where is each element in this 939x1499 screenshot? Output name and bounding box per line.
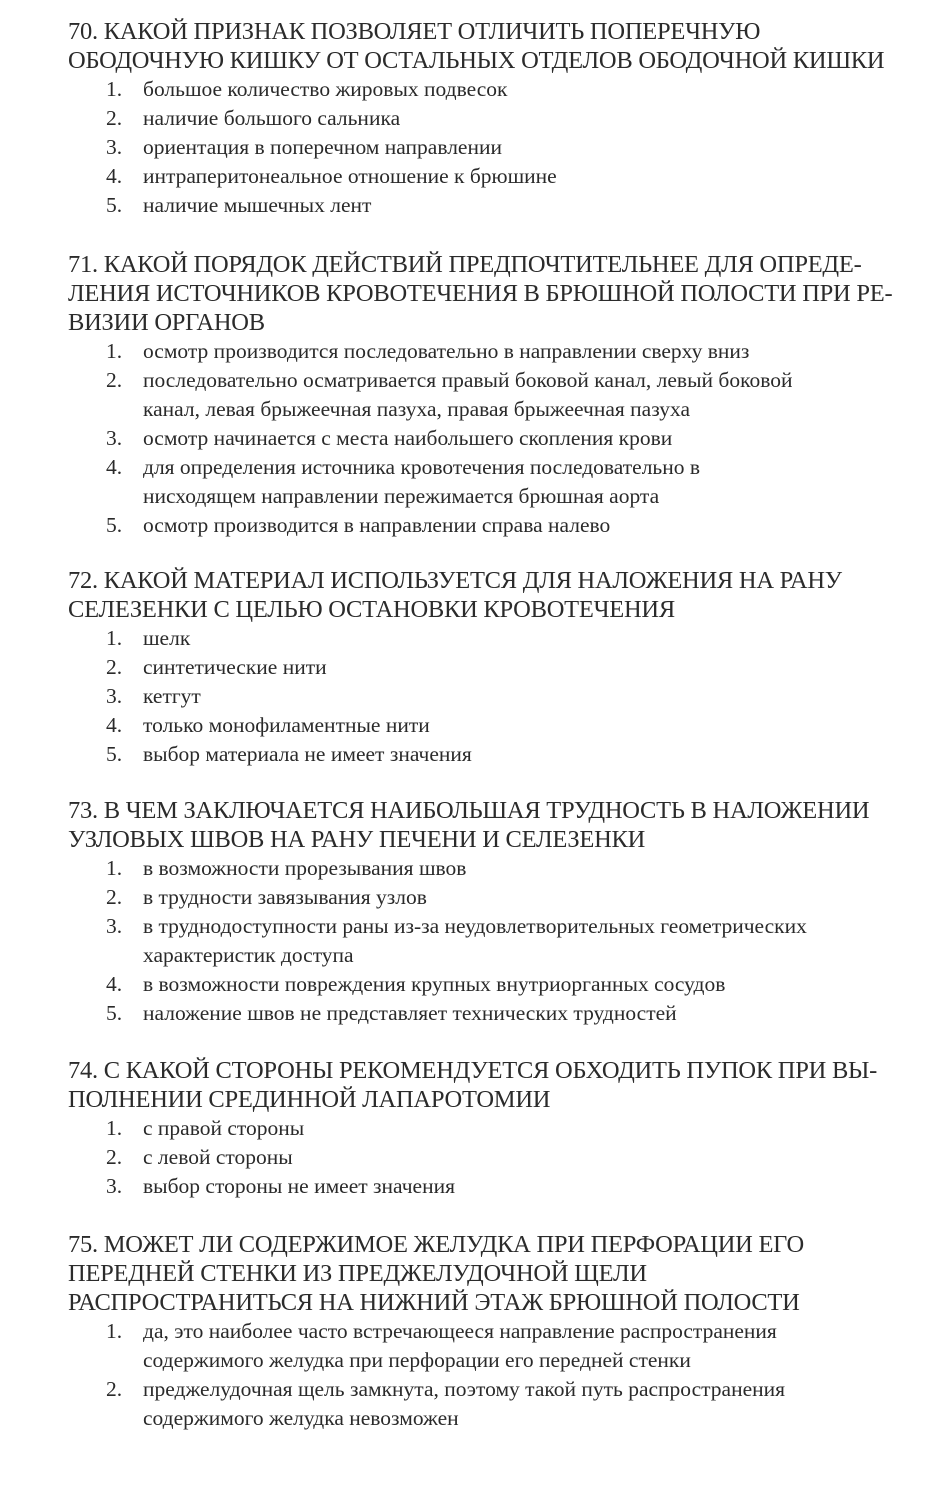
question-title-line: ОБОДОЧНУЮ КИШКУ ОТ ОСТАЛЬНЫХ ОТДЕЛОВ ОБОДОЧНОЙ КИШКИ — [68, 47, 885, 74]
answer-text: последовательно осматривается правый боковой канал, левый боковой — [143, 368, 793, 392]
answer-item — [68, 133, 934, 162]
answer-text: преджелудочная щель замкнута, поэтому такой путь распространения — [143, 1377, 786, 1401]
answer-text: нисходящем направлении пережимается брюшная аорта — [143, 484, 660, 508]
answer-number: 3. — [106, 426, 123, 450]
answer-item — [68, 624, 934, 653]
answer-item — [68, 1317, 934, 1375]
answer-item — [68, 912, 934, 970]
answer-text: содержимого желудка невозможен — [143, 1406, 459, 1430]
answer-number: 1. — [106, 339, 123, 363]
question-71 — [68, 250, 934, 540]
answer-text: канал, левая брыжеечная пазуха, правая брыжеечная пазуха — [143, 397, 691, 421]
answer-text: наличие большого сальника — [143, 106, 401, 130]
answer-list — [68, 337, 934, 540]
question-title-line: 70. КАКОЙ ПРИЗНАК ПОЗВОЛЯЕТ ОТЛИЧИТЬ ПОПЕРЕЧНУЮ — [68, 18, 761, 45]
answer-text: в трудности завязывания узлов — [143, 885, 427, 909]
answer-list — [68, 624, 934, 769]
answer-text: в возможности повреждения крупных внутриорганных сосудов — [143, 972, 726, 996]
question-title-line: РАСПРОСТРАНИТЬСЯ НА НИЖНИЙ ЭТАЖ БРЮШНОЙ ПОЛОСТИ — [68, 1289, 800, 1316]
answer-item — [68, 162, 934, 191]
question-75 — [68, 1230, 934, 1433]
question-title — [68, 250, 934, 337]
answer-text: содержимого желудка при перфорации его передней стенки — [143, 1348, 691, 1372]
answer-text: наличие мышечных лент — [143, 193, 372, 217]
answer-item — [68, 1375, 934, 1433]
answer-text: осмотр производится последовательно в направлении сверху вниз — [143, 339, 750, 363]
question-title-line: УЗЛОВЫХ ШВОВ НА РАНУ ПЕЧЕНИ И СЕЛЕЗЕНКИ — [68, 826, 646, 853]
question-73 — [68, 796, 934, 1028]
answer-text: выбор материала не имеет значения — [143, 742, 472, 766]
question-title-line: 73. В ЧЕМ ЗАКЛЮЧАЕТСЯ НАИБОЛЬШАЯ ТРУДНОСТЬ В НАЛОЖЕНИИ — [68, 797, 870, 824]
answer-item — [68, 854, 934, 883]
answer-text: интраперитонеальное отношение к брюшине — [143, 164, 557, 188]
question-title-line: ПЕРЕДНЕЙ СТЕНКИ ИЗ ПРЕДЖЕЛУДОЧНОЙ ЩЕЛИ — [68, 1260, 647, 1287]
answer-list — [68, 854, 934, 1028]
answer-number: 5. — [106, 193, 123, 217]
answer-number: 3. — [106, 684, 123, 708]
answer-item — [68, 1143, 934, 1172]
answer-text: в возможности прорезывания швов — [143, 856, 467, 880]
answer-text: ориентация в поперечном направлении — [143, 135, 502, 159]
answer-item — [68, 191, 934, 220]
answer-item — [68, 511, 934, 540]
answer-number: 1. — [106, 1116, 123, 1140]
answer-text: с правой стороны — [143, 1116, 305, 1140]
answer-number: 2. — [106, 1145, 123, 1169]
answer-list — [68, 75, 934, 220]
answer-item — [68, 740, 934, 769]
question-74 — [68, 1056, 934, 1201]
answer-number: 3. — [106, 914, 123, 938]
answer-list — [68, 1317, 934, 1433]
answer-text: осмотр начинается с места наибольшего скопления крови — [143, 426, 673, 450]
answer-number: 2. — [106, 106, 123, 130]
answer-item — [68, 711, 934, 740]
question-title — [68, 17, 934, 75]
answer-item — [68, 453, 934, 511]
question-title-line: 74. С КАКОЙ СТОРОНЫ РЕКОМЕНДУЕТСЯ ОБХОДИТЬ ПУПОК ПРИ ВЫ- — [68, 1057, 878, 1084]
answer-text: кетгут — [143, 684, 201, 708]
answer-number: 1. — [106, 1319, 123, 1343]
answer-number: 3. — [106, 135, 123, 159]
answer-number: 1. — [106, 856, 123, 880]
answer-item — [68, 970, 934, 999]
question-title — [68, 796, 934, 854]
question-title-line: 75. МОЖЕТ ЛИ СОДЕРЖИМОЕ ЖЕЛУДКА ПРИ ПЕРФОРАЦИИ ЕГО — [68, 1231, 804, 1258]
answer-item — [68, 1172, 934, 1201]
answer-item — [68, 104, 934, 133]
answer-item — [68, 424, 934, 453]
answer-number: 1. — [106, 626, 123, 650]
answer-number: 3. — [106, 1174, 123, 1198]
answer-text: для определения источника кровотечения последовательно в — [143, 455, 701, 479]
answer-number: 4. — [106, 972, 123, 996]
answer-text: шелк — [143, 626, 191, 650]
answer-text: осмотр производится в направлении справа налево — [143, 513, 611, 537]
question-title-line: 71. КАКОЙ ПОРЯДОК ДЕЙСТВИЙ ПРЕДПОЧТИТЕЛЬНЕЕ ДЛЯ ОПРЕДЕ- — [68, 251, 862, 278]
answer-item — [68, 653, 934, 682]
answer-text: да, это наиболее часто встречающееся направление распространения — [143, 1319, 777, 1343]
answer-item — [68, 883, 934, 912]
answer-number: 2. — [106, 885, 123, 909]
answer-text: синтетические нити — [143, 655, 327, 679]
answer-item — [68, 1114, 934, 1143]
answer-number: 2. — [106, 368, 123, 392]
question-title-line: ПОЛНЕНИИ СРЕДИННОЙ ЛАПАРОТОМИИ — [68, 1086, 551, 1113]
answer-text: только монофиламентные нити — [143, 713, 430, 737]
answer-number: 4. — [106, 164, 123, 188]
answer-item — [68, 337, 934, 366]
question-title-line: ЛЕНИЯ ИСТОЧНИКОВ КРОВОТЕЧЕНИЯ В БРЮШНОЙ ПОЛОСТИ ПРИ РЕ- — [68, 280, 893, 307]
answer-number: 4. — [106, 713, 123, 737]
answer-text: с левой стороны — [143, 1145, 293, 1169]
answer-item — [68, 999, 934, 1028]
answer-text: характеристик доступа — [143, 943, 354, 967]
question-title — [68, 1230, 934, 1317]
question-title — [68, 1056, 934, 1114]
question-title-line: СЕЛЕЗЕНКИ С ЦЕЛЬЮ ОСТАНОВКИ КРОВОТЕЧЕНИЯ — [68, 596, 675, 623]
answer-item — [68, 75, 934, 104]
answer-list — [68, 1114, 934, 1201]
answer-number: 4. — [106, 455, 123, 479]
answer-number: 1. — [106, 77, 123, 101]
answer-text: наложение швов не представляет технических трудностей — [143, 1001, 677, 1025]
answer-text: большое количество жировых подвесок — [143, 77, 508, 101]
question-70 — [68, 17, 934, 220]
answer-number: 2. — [106, 1377, 123, 1401]
answer-number: 5. — [106, 1001, 123, 1025]
question-title-line: ВИЗИИ ОРГАНОВ — [68, 309, 265, 336]
answer-item — [68, 682, 934, 711]
answer-number: 5. — [106, 513, 123, 537]
answer-item — [68, 366, 934, 424]
question-title-line: 72. КАКОЙ МАТЕРИАЛ ИСПОЛЬЗУЕТСЯ ДЛЯ НАЛОЖЕНИЯ НА РАНУ — [68, 567, 842, 594]
question-title — [68, 566, 934, 624]
answer-text: выбор стороны не имеет значения — [143, 1174, 455, 1198]
answer-number: 2. — [106, 655, 123, 679]
question-72 — [68, 566, 934, 769]
answer-text: в труднодоступности раны из-за неудовлетворительных геометрических — [143, 914, 807, 938]
answer-number: 5. — [106, 742, 123, 766]
